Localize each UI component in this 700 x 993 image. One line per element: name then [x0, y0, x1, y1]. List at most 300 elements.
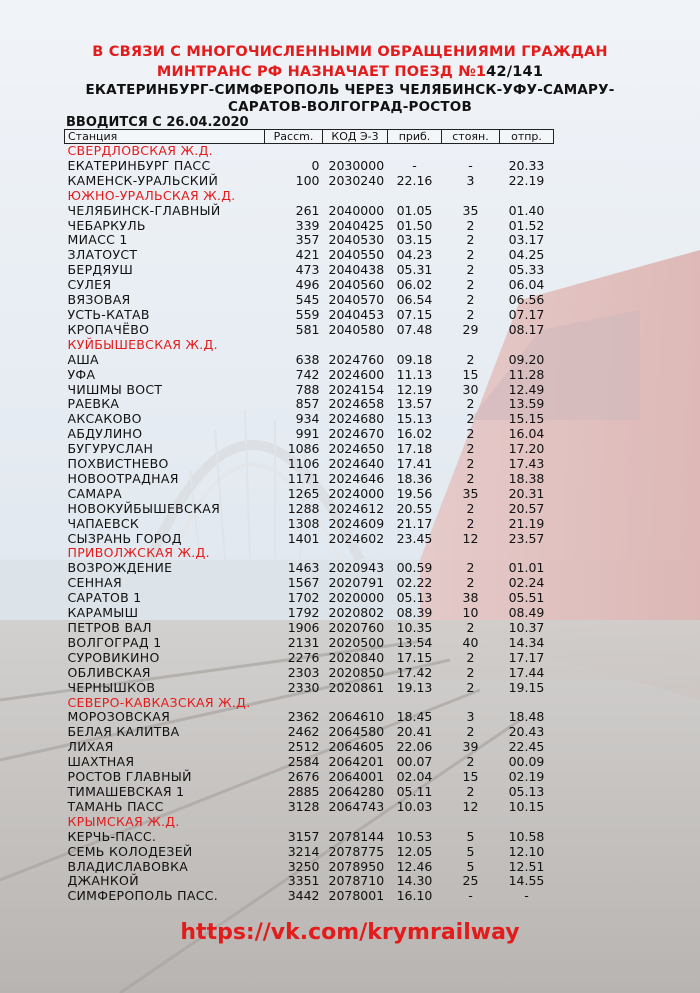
departure-time: 03.17 — [508, 232, 545, 248]
departure-time: 06.56 — [508, 292, 545, 308]
station-name: ЗЛАТОУСТ — [67, 247, 138, 263]
station-name: ЧЕБАРКУЛЬ — [67, 217, 146, 233]
stop-duration: 15 — [462, 366, 479, 382]
stop-duration: 2 — [466, 560, 475, 576]
region-row — [65, 815, 554, 830]
station-code: 2064580 — [328, 724, 385, 740]
station-name: РАЕВКА — [67, 396, 120, 412]
arrival-time: 17.15 — [396, 649, 433, 665]
departure-time: 04.25 — [508, 247, 545, 263]
station-code: 2024612 — [328, 500, 385, 516]
distance: 934 — [295, 411, 320, 427]
stop-duration: 2 — [466, 754, 475, 770]
station-code: 2030240 — [328, 172, 385, 188]
distance: 1171 — [287, 470, 320, 486]
stop-duration: 12 — [462, 530, 479, 546]
station-name: ЧИШМЫ ВОСТ — [67, 381, 163, 397]
arrival-time: 10.35 — [396, 620, 433, 635]
departure-time: 17.20 — [508, 441, 545, 457]
station-code: 2040530 — [328, 232, 385, 248]
station-name: ТАМАНЬ ПАСС — [67, 798, 164, 814]
table-row — [65, 353, 554, 368]
departure-time: 21.19 — [508, 515, 545, 531]
arrival-time: 03.15 — [396, 232, 433, 248]
departure-time: 17.17 — [508, 649, 545, 665]
departure-time: 10.15 — [508, 798, 545, 814]
stop-duration: 2 — [466, 679, 475, 695]
arrival-time: 12.46 — [396, 858, 433, 874]
departure-time: 05.33 — [508, 262, 545, 278]
arrival-time: 18.36 — [396, 470, 433, 486]
station-code: 2064201 — [328, 754, 385, 770]
distance: 100 — [295, 172, 320, 188]
departure-time: 09.20 — [508, 351, 545, 367]
station-code: 2020943 — [328, 560, 385, 576]
table-row — [65, 651, 554, 666]
station-name: ВОЗРОЖДЕНИЕ — [67, 560, 173, 576]
station-code: 2024609 — [328, 515, 385, 531]
departure-time: 14.55 — [508, 873, 545, 889]
arrival-time: 12.05 — [396, 843, 433, 859]
stop-duration: 2 — [466, 441, 475, 457]
station-code: 2078144 — [328, 828, 385, 844]
station-name: АША — [67, 351, 99, 367]
distance: 742 — [295, 366, 320, 382]
station-name: КАРАМЫШ — [67, 605, 139, 621]
table-row — [65, 383, 554, 398]
arrival-time: 02.22 — [396, 575, 433, 591]
stop-duration: 5 — [466, 843, 475, 859]
table-row — [65, 472, 554, 487]
station-code: 2064001 — [328, 769, 385, 785]
distance: 3214 — [287, 843, 320, 859]
station-code: 2040580 — [328, 321, 385, 337]
stop-duration: 2 — [466, 396, 475, 412]
distance: 2303 — [287, 664, 320, 680]
station-name: УСТЬ-КАТАВ — [67, 306, 150, 322]
stop-duration: - — [468, 888, 473, 904]
table-row — [65, 576, 554, 591]
distance: 1288 — [287, 500, 320, 516]
distance: 357 — [295, 232, 320, 248]
stop-duration: 39 — [462, 739, 479, 755]
arrival-time: 10.03 — [396, 798, 433, 814]
arrival-time: 16.10 — [396, 888, 433, 904]
distance: 991 — [295, 426, 320, 442]
station-name: КЕРЧЬ-ПАСС. — [67, 828, 157, 844]
table-row — [65, 308, 554, 323]
table-row — [65, 517, 554, 532]
station-code: 2024154 — [328, 381, 385, 397]
stop-duration: 2 — [466, 456, 475, 472]
station-code: 2078775 — [328, 843, 385, 859]
station-code: 2040570 — [328, 292, 385, 308]
arrival-time: 13.54 — [396, 634, 433, 650]
distance: 473 — [295, 262, 320, 278]
table-row — [65, 412, 554, 427]
departure-time: 10.37 — [508, 620, 545, 635]
region-name: СЕВЕРО-КАВКАЗСКАЯ Ж.Д. — [67, 694, 251, 710]
stop-duration: 2 — [466, 306, 475, 322]
distance: 339 — [295, 217, 320, 233]
stop-duration: 2 — [466, 351, 475, 367]
station-code: 2078710 — [328, 873, 385, 889]
stop-duration: 2 — [466, 575, 475, 591]
header-line-1: В СВЯЗИ С МНОГОЧИСЛЕННЫМИ ОБРАЩЕНИЯМИ ГРАЖДАН — [92, 44, 608, 60]
arrival-time: 09.18 — [396, 351, 433, 367]
station-code: 2020500 — [328, 634, 385, 650]
departure-time: 12.49 — [508, 381, 545, 397]
table-row — [65, 710, 554, 725]
route-line-2: САРАТОВ-ВОЛГОГРАД-РОСТОВ — [228, 99, 472, 115]
stop-duration: 2 — [466, 664, 475, 680]
station-code: 2078001 — [328, 888, 385, 904]
departure-time: 20.57 — [508, 500, 545, 516]
station-name: ШАХТНАЯ — [67, 754, 135, 770]
departure-time: 22.45 — [508, 739, 545, 755]
station-name: АКСАКОВО — [67, 411, 142, 427]
region-row — [65, 546, 554, 561]
arrival-time: 02.04 — [396, 769, 433, 785]
stop-duration: 5 — [466, 828, 475, 844]
station-name: АБДУЛИНО — [67, 426, 143, 442]
table-body — [65, 144, 554, 905]
departure-time: 20.33 — [508, 157, 545, 173]
header-line-2-prefix: МИНТРАНС РФ НАЗНАЧАЕТ ПОЕЗД №1 — [156, 64, 487, 80]
departure-time: 10.58 — [508, 828, 545, 844]
arrival-time: 06.54 — [396, 292, 433, 308]
stop-duration: 2 — [466, 262, 475, 278]
table-row — [65, 785, 554, 800]
arrival-time: 11.13 — [396, 366, 433, 382]
station-name: КАМЕНСК-УРАЛЬСКИЙ — [67, 172, 219, 188]
departure-time: - — [524, 888, 529, 904]
station-code: 2024646 — [328, 470, 385, 486]
stop-duration: 25 — [462, 873, 479, 889]
table-row — [65, 800, 554, 815]
distance: 1265 — [287, 485, 320, 501]
region-name: СВЕРДЛОВСКАЯ Ж.Д. — [67, 143, 213, 158]
table-row — [65, 457, 554, 472]
stop-duration: 2 — [466, 217, 475, 233]
header-line-2 — [0, 64, 700, 80]
region-name: КРЫМСКАЯ Ж.Д. — [67, 813, 180, 829]
table-row — [65, 248, 554, 263]
station-name: ТИМАШЕВСКАЯ 1 — [67, 783, 185, 799]
table-row — [65, 830, 554, 845]
stop-duration: 2 — [466, 247, 475, 263]
departure-time: 16.04 — [508, 426, 545, 442]
station-name: САМАРА — [67, 485, 123, 501]
table-row — [65, 159, 554, 174]
distance: 638 — [295, 351, 320, 367]
station-name: КРОПАЧЁВО — [67, 321, 150, 337]
station-name: СЕМЬ КОЛОДЕЗЕЙ — [67, 843, 193, 859]
station-name: ВОЛГОГРАД 1 — [67, 634, 162, 650]
table-row — [65, 532, 554, 547]
departure-time: 01.40 — [508, 202, 545, 218]
arrival-time: - — [412, 157, 417, 173]
distance: 2512 — [287, 739, 320, 755]
arrival-time: 01.50 — [396, 217, 433, 233]
table-row — [65, 681, 554, 696]
stop-duration: 2 — [466, 411, 475, 427]
station-name: МОРОЗОВСКАЯ — [67, 709, 171, 725]
station-code: 2024600 — [328, 366, 385, 382]
stop-duration: 15 — [462, 769, 479, 785]
distance: 1702 — [287, 590, 320, 606]
departure-time: 22.19 — [508, 172, 545, 188]
stop-duration: 2 — [466, 277, 475, 293]
region-row — [65, 189, 554, 204]
station-code: 2024760 — [328, 351, 385, 367]
stop-duration: 2 — [466, 500, 475, 516]
table-row — [65, 323, 554, 338]
departure-time: 19.15 — [508, 679, 545, 695]
distance: 3157 — [287, 828, 320, 844]
schedule-table — [64, 129, 554, 904]
table-row — [65, 860, 554, 875]
station-code: 2020802 — [328, 605, 385, 621]
arrival-time: 05.31 — [396, 262, 433, 278]
table-row — [65, 278, 554, 293]
stop-duration: 2 — [466, 620, 475, 635]
departure-time: 07.17 — [508, 306, 545, 322]
arrival-time: 06.02 — [396, 277, 433, 293]
vk-link[interactable]: https://vk.com/krymrailway — [180, 920, 520, 945]
departure-time: 00.09 — [508, 754, 545, 770]
stop-duration: 38 — [462, 590, 479, 606]
arrival-time: 19.56 — [396, 485, 433, 501]
stop-duration: 2 — [466, 515, 475, 531]
departure-time: 20.43 — [508, 724, 545, 740]
departure-time: 18.38 — [508, 470, 545, 486]
arrival-time: 17.18 — [396, 441, 433, 457]
arrival-time: 07.15 — [396, 306, 433, 322]
table-row — [65, 591, 554, 606]
arrival-time: 19.13 — [396, 679, 433, 695]
station-code: 2040453 — [328, 306, 385, 322]
arrival-time: 05.13 — [396, 590, 433, 606]
distance: 2276 — [287, 649, 320, 665]
station-code: 2040560 — [328, 277, 385, 293]
arrival-time: 00.07 — [396, 754, 433, 770]
station-code: 2020861 — [328, 679, 385, 695]
table-row — [65, 293, 554, 308]
station-code: 2020850 — [328, 664, 385, 680]
table-row — [65, 263, 554, 278]
table-header-row — [65, 130, 554, 144]
station-name: УФА — [67, 366, 96, 382]
stop-duration: 2 — [466, 292, 475, 308]
station-name: САРАТОВ 1 — [67, 590, 142, 606]
station-code: 2040425 — [328, 217, 385, 233]
stop-duration: 30 — [462, 381, 479, 397]
table-row — [65, 368, 554, 383]
distance: 559 — [295, 306, 320, 322]
station-name: СУЛЕЯ — [67, 277, 112, 293]
table-row — [65, 427, 554, 442]
station-name: ЛИХАЯ — [67, 739, 114, 755]
station-code: 2024650 — [328, 441, 385, 457]
stop-duration: 5 — [466, 858, 475, 874]
station-name: БУГУРУСЛАН — [67, 441, 154, 457]
departure-time: 02.24 — [508, 575, 545, 591]
stop-duration: 2 — [466, 649, 475, 665]
distance: 1463 — [287, 560, 320, 576]
table-row — [65, 219, 554, 234]
distance: 1308 — [287, 515, 320, 531]
table-row — [65, 561, 554, 576]
table-row — [65, 874, 554, 889]
stop-duration: 40 — [462, 634, 479, 650]
station-code: 2040550 — [328, 247, 385, 263]
arrival-time: 00.59 — [396, 560, 433, 576]
station-code: 2040000 — [328, 202, 385, 218]
distance: 2330 — [287, 679, 320, 695]
arrival-time: 13.57 — [396, 396, 433, 412]
arrival-time: 01.05 — [396, 202, 433, 218]
station-name: ЕКАТЕРИНБУРГ ПАСС — [67, 157, 211, 173]
station-code: 2020760 — [328, 620, 385, 635]
station-name: ДЖАНКОЙ — [67, 873, 139, 889]
departure-time: 17.44 — [508, 664, 545, 680]
station-name: ВЯЗОВАЯ — [67, 292, 131, 308]
distance: 496 — [295, 277, 320, 293]
departure-time: 12.10 — [508, 843, 545, 859]
table-row — [65, 487, 554, 502]
table-row — [65, 636, 554, 651]
route-line-1: ЕКАТЕРИНБУРГ-СИМФЕРОПОЛЬ ЧЕРЕЗ ЧЕЛЯБИНСК-УФУ-САМАРУ- — [85, 82, 615, 98]
distance: 2362 — [287, 709, 320, 725]
station-name: ПЕТРОВ ВАЛ — [67, 620, 152, 635]
distance: 3351 — [287, 873, 320, 889]
distance: 1106 — [287, 456, 320, 472]
stop-duration: 3 — [466, 709, 475, 725]
distance: 1401 — [287, 530, 320, 546]
col-code: КОД Э-3 — [323, 130, 388, 144]
departure-time: 13.59 — [508, 396, 545, 412]
station-code: 2064605 — [328, 739, 385, 755]
table-row — [65, 740, 554, 755]
station-name: СЕННАЯ — [67, 575, 122, 591]
stop-duration: 35 — [462, 202, 479, 218]
distance: 545 — [295, 292, 320, 308]
table-row — [65, 666, 554, 681]
table-row — [65, 725, 554, 740]
arrival-time: 05.11 — [396, 783, 433, 799]
stop-duration: 10 — [462, 605, 479, 621]
distance: 2131 — [287, 634, 320, 650]
arrival-time: 15.13 — [396, 411, 433, 427]
station-name: ЧЕРНЫШКОВ — [67, 679, 156, 695]
departure-time: 20.31 — [508, 485, 545, 501]
stop-duration: 3 — [466, 172, 475, 188]
region-row — [65, 144, 554, 159]
station-name: БЕЛАЯ КАЛИТВА — [67, 724, 180, 740]
distance: 2676 — [287, 769, 320, 785]
departure-time: 05.13 — [508, 783, 545, 799]
region-name: ЮЖНО-УРАЛЬСКАЯ Ж.Д. — [67, 187, 236, 203]
distance: 421 — [295, 247, 320, 263]
station-code: 2024658 — [328, 396, 385, 412]
station-code: 2064610 — [328, 709, 385, 725]
table-row — [65, 755, 554, 770]
region-row — [65, 696, 554, 711]
arrival-time: 14.30 — [396, 873, 433, 889]
station-code: 2024680 — [328, 411, 385, 427]
distance: 1086 — [287, 441, 320, 457]
station-name: ЧЕЛЯБИНСК-ГЛАВНЫЙ — [67, 202, 221, 218]
station-code: 2020000 — [328, 590, 385, 606]
station-name: ВЛАДИСЛАВОВКА — [67, 858, 189, 874]
station-code: 2024640 — [328, 456, 385, 472]
arrival-time: 04.23 — [396, 247, 433, 263]
distance: 2584 — [287, 754, 320, 770]
station-code: 2024670 — [328, 426, 385, 442]
arrival-time: 07.48 — [396, 321, 433, 337]
departure-time: 18.48 — [508, 709, 545, 725]
stop-duration: 2 — [466, 470, 475, 486]
station-name: НОВОКУЙБЫШЕВСКАЯ — [67, 500, 221, 516]
distance: 3250 — [287, 858, 320, 874]
station-name: СЫЗРАНЬ ГОРОД — [67, 530, 182, 546]
train-number: 42/141 — [486, 64, 544, 80]
stop-duration: 2 — [466, 426, 475, 442]
arrival-time: 17.41 — [396, 456, 433, 472]
region-name: ПРИВОЛЖСКАЯ Ж.Д. — [67, 545, 210, 561]
departure-time: 12.51 — [508, 858, 545, 874]
departure-time: 11.28 — [508, 366, 545, 382]
table-row — [65, 621, 554, 636]
distance: 1567 — [287, 575, 320, 591]
distance: 1906 — [287, 620, 320, 635]
col-arrival: приб. — [388, 130, 442, 144]
col-station: Станция — [65, 130, 265, 144]
departure-time: 08.49 — [508, 605, 545, 621]
region-name: КУЙБЫШЕВСКАЯ Ж.Д. — [67, 336, 218, 352]
departure-time: 01.01 — [508, 560, 545, 576]
arrival-time: 22.16 — [396, 172, 433, 188]
departure-time: 15.15 — [508, 411, 545, 427]
distance: 3442 — [287, 888, 320, 904]
station-code: 2064280 — [328, 783, 385, 799]
station-name: СУРОВИКИНО — [67, 649, 160, 665]
station-name: НОВООТРАДНАЯ — [67, 470, 179, 486]
distance: 2462 — [287, 724, 320, 740]
stop-duration: 29 — [462, 321, 479, 337]
departure-time: 05.51 — [508, 590, 545, 606]
station-code: 2020791 — [328, 575, 385, 591]
station-code: 2024000 — [328, 485, 385, 501]
table-row — [65, 204, 554, 219]
table-row — [65, 845, 554, 860]
arrival-time: 08.39 — [396, 605, 433, 621]
arrival-time: 20.41 — [396, 724, 433, 740]
stop-duration: 2 — [466, 783, 475, 799]
stop-duration: 12 — [462, 798, 479, 814]
stop-duration: - — [468, 157, 473, 173]
distance: 0 — [311, 157, 320, 173]
table-row — [65, 174, 554, 189]
station-name: РОСТОВ ГЛАВНЫЙ — [67, 769, 192, 785]
station-code: 2040438 — [328, 262, 385, 278]
departure-time: 01.52 — [508, 217, 545, 233]
distance: 1792 — [287, 605, 320, 621]
station-name: СИМФЕРОПОЛЬ ПАСС. — [67, 888, 219, 904]
region-row — [65, 338, 554, 353]
station-code: 2078950 — [328, 858, 385, 874]
